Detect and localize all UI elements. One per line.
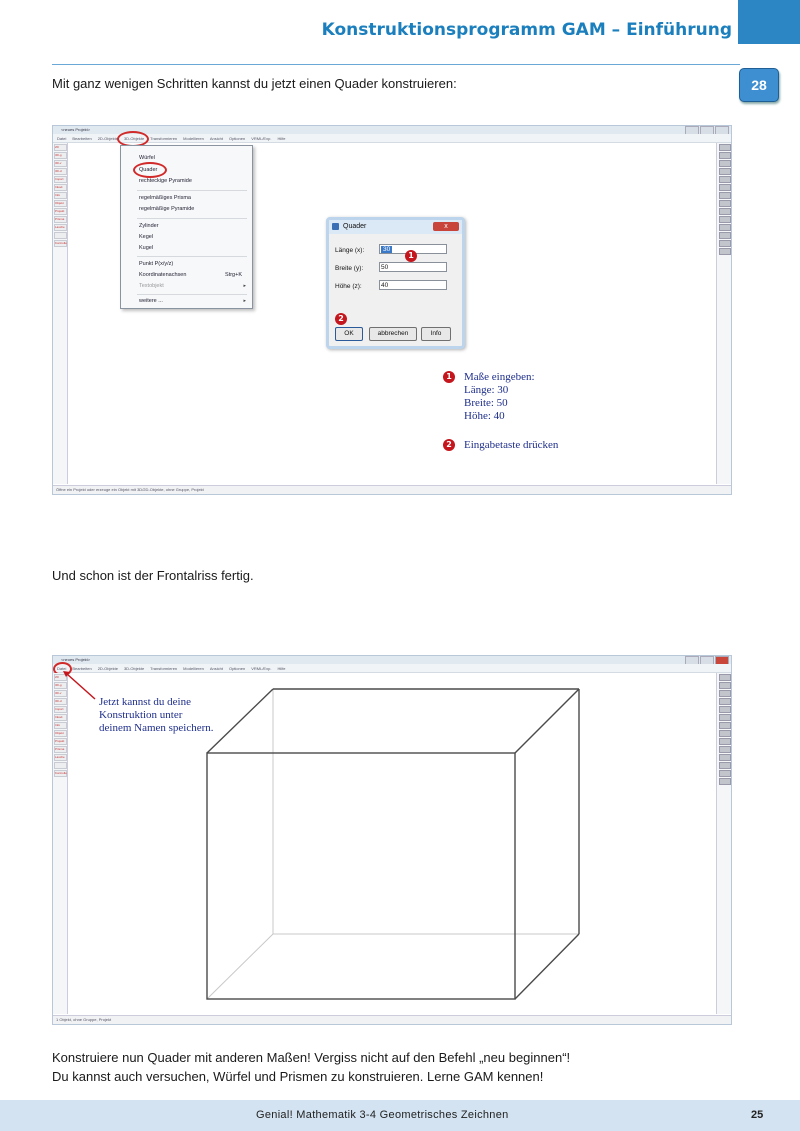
- right-toolbar: [716, 143, 731, 484]
- menu-item-textobjekt: Textobjekt: [139, 283, 164, 289]
- left-tool-button[interactable]: Import: [54, 176, 67, 183]
- left-tool-button[interactable]: Inkod.: [54, 714, 67, 721]
- save-hint-line: Konstruktion unter: [99, 709, 183, 721]
- annotation-marker-1: 1: [443, 371, 455, 383]
- save-hint-line: deinem Namen speichern.: [99, 722, 214, 734]
- visible-edges: [207, 689, 579, 999]
- left-tool-button[interactable]: Kontrolle: [55, 771, 67, 775]
- menu-item-koordinatenachsen[interactable]: Koordinatenachsen: [139, 272, 187, 278]
- menu-item-weitere[interactable]: weitere ...: [139, 298, 163, 304]
- highlight-ring-quader: [133, 162, 167, 178]
- left-tool-button[interactable]: 3D-d: [54, 168, 67, 175]
- left-tool-button[interactable]: [54, 232, 67, 239]
- menu-item-quader[interactable]: Quader: [139, 167, 158, 173]
- menu-separator: [137, 218, 247, 219]
- header-rule: [52, 64, 740, 65]
- window-titlebar: [53, 126, 731, 134]
- left-tool-button[interactable]: Kontrolle: [55, 241, 67, 245]
- menu-0[interactable]: Datei: [57, 135, 67, 141]
- status-bar: Öffne ein Projekt oder erzeuge ein Objekt mit 3D/2D-Objekte, ohne Gruppe, Projekt: [53, 485, 731, 494]
- menu-0[interactable]: Datei: [57, 665, 67, 671]
- abbrechen-button[interactable]: abbrechen: [369, 327, 417, 341]
- right-tool-button[interactable]: [719, 224, 731, 231]
- right-tool-button[interactable]: [719, 240, 731, 247]
- left-tool-button[interactable]: 3D-g: [54, 682, 67, 689]
- screenshot-cuboid: [52, 655, 732, 1025]
- left-tool-button[interactable]: Lasche: [54, 224, 67, 231]
- left-tool-button[interactable]: 3D-g: [54, 152, 67, 159]
- menu-6[interactable]: Ansicht: [209, 665, 223, 671]
- marker-1: 1: [405, 250, 417, 262]
- menu-item-punkt[interactable]: Punkt P(x/y/z): [139, 261, 174, 267]
- annotation-measures: [464, 371, 535, 423]
- menu-3[interactable]: 3D-Objekte: [123, 135, 145, 141]
- dialog-close-button[interactable]: x: [433, 222, 459, 231]
- right-tool-button[interactable]: [719, 208, 731, 215]
- menu-4[interactable]: Transformieren: [150, 135, 178, 141]
- right-tool-button[interactable]: [719, 200, 731, 207]
- annotation-enter: Eingabetaste drücken: [464, 439, 559, 451]
- right-tool-button[interactable]: [719, 248, 731, 255]
- menu-item-regelmaessiges-prisma[interactable]: regelmäßiges Prisma: [139, 195, 191, 201]
- right-tool-button[interactable]: [719, 192, 731, 199]
- label-laenge: Länge (x):: [335, 247, 365, 254]
- status-bar: 1 Objekt, ohne Gruppe, Projekt: [53, 1015, 731, 1024]
- left-tool-button[interactable]: 2D: [54, 674, 67, 681]
- input-breite[interactable]: 50: [379, 262, 447, 272]
- annotation-heading: Maße eingeben:: [464, 371, 535, 383]
- right-tool-button[interactable]: [719, 152, 731, 159]
- left-tool-button[interactable]: Projekt: [54, 738, 67, 745]
- menu-6[interactable]: Ansicht: [209, 135, 223, 141]
- left-tool-button[interactable]: 2D: [54, 144, 67, 151]
- shortcut-label: Strg+K: [225, 272, 242, 278]
- menu-1[interactable]: Bearbeiten: [72, 135, 92, 141]
- window-title: <neues Projekt>: [61, 657, 91, 662]
- chapter-badge: 28: [739, 68, 779, 102]
- closing-text: [52, 1048, 570, 1086]
- menu-1[interactable]: Bearbeiten: [72, 665, 92, 671]
- label-breite: Breite (y):: [335, 265, 364, 272]
- quader-dialog: [326, 217, 465, 349]
- label-hoehe: Höhe (z):: [335, 283, 362, 290]
- menu-item-kegel[interactable]: Kegel: [139, 234, 154, 240]
- menu-separator: [137, 256, 247, 257]
- menu-8[interactable]: VRML/Exp.: [251, 665, 272, 671]
- left-tool-button[interactable]: Inkod.: [54, 184, 67, 191]
- right-tool-button[interactable]: [719, 232, 731, 239]
- closing-line-2: Du kannst auch versuchen, Würfel und Prismen zu konstruieren. Lerne GAM kennen!: [52, 1069, 544, 1084]
- right-tool-button[interactable]: [719, 168, 731, 175]
- save-hint: [99, 696, 214, 735]
- menu-5[interactable]: Modellieren: [183, 665, 204, 671]
- save-hint-line: Jetzt kannst du deine: [99, 696, 191, 708]
- menu-2[interactable]: 2D-Objekte: [97, 665, 118, 671]
- left-tool-button[interactable]: Objekt: [54, 200, 67, 207]
- cube-icon: [332, 223, 339, 230]
- menu-7[interactable]: Optionen: [228, 665, 246, 671]
- annotation-line: Länge: 30: [464, 384, 509, 396]
- middle-text: Und schon ist der Frontalriss fertig.: [52, 568, 254, 583]
- hint-arrow: [67, 674, 95, 699]
- screenshot-menu-dialog: [52, 125, 732, 495]
- menu-9[interactable]: Hilfe: [277, 135, 286, 141]
- intro-text: Mit ganz wenigen Schritten kannst du jetzt einen Quader konstruieren:: [52, 76, 457, 91]
- header-tab: [738, 0, 800, 44]
- info-button[interactable]: Info: [421, 327, 451, 341]
- right-tool-button[interactable]: [719, 216, 731, 223]
- menu-item-rechteckige-pyramide[interactable]: rechteckige Pyramide: [139, 178, 192, 184]
- footer-title: Genial! Mathematik 3-4 Geometrisches Zeichnen: [256, 1109, 509, 1121]
- ok-button[interactable]: OK: [335, 327, 363, 341]
- left-tool-button[interactable]: Projekt: [54, 208, 67, 215]
- left-tool-button[interactable]: Info: [54, 192, 67, 199]
- right-tool-button[interactable]: [719, 144, 731, 151]
- left-tool-button[interactable]: Objekt: [54, 730, 67, 737]
- menu-separator: [137, 294, 247, 295]
- menu-5[interactable]: Modellieren: [183, 135, 204, 141]
- menubar: [53, 134, 731, 143]
- left-tool-button[interactable]: Prisma: [54, 746, 67, 753]
- menu-item-zylinder[interactable]: Zylinder: [139, 223, 159, 229]
- left-tool-button[interactable]: Import: [54, 706, 67, 713]
- input-hoehe[interactable]: 40: [379, 280, 447, 290]
- menu-3[interactable]: 3D-Objekte: [123, 665, 145, 671]
- annotation-line: Höhe: 40: [464, 410, 505, 422]
- right-tool-button[interactable]: [719, 184, 731, 191]
- menu-4[interactable]: Transformieren: [150, 665, 178, 671]
- input-laenge-value: 30: [383, 246, 391, 253]
- left-tool-button[interactable]: 3D-v: [54, 160, 67, 167]
- left-tool-button[interactable]: Prisma: [54, 216, 67, 223]
- page-title: Konstruktionsprogramm GAM – Einführung: [321, 20, 732, 40]
- left-tool-button[interactable]: Info: [54, 722, 67, 729]
- menu-8[interactable]: VRML/Exp.: [251, 135, 272, 141]
- window-controls: [685, 126, 729, 134]
- hidden-edges: [207, 689, 579, 999]
- right-tool-button[interactable]: [719, 176, 731, 183]
- page-number: 25: [751, 1109, 764, 1121]
- menu-item-kugel[interactable]: Kugel: [139, 245, 154, 251]
- menu-9[interactable]: Hilfe: [277, 665, 286, 671]
- menu-2[interactable]: 2D-Objekte: [97, 135, 118, 141]
- submenu-arrow-icon: ▸: [243, 283, 246, 289]
- 3d-objects-dropdown: [120, 145, 253, 309]
- marker-2: 2: [335, 313, 347, 325]
- closing-line-1: Konstruiere nun Quader mit anderen Maßen! Vergiss nicht auf den Befehl „neu beginnen“!: [52, 1050, 571, 1065]
- annotation-line: Breite: 50: [464, 397, 508, 409]
- right-tool-button[interactable]: [719, 160, 731, 167]
- window-title: <neues Projekt>: [61, 127, 91, 132]
- annotation-marker-2: 2: [443, 439, 455, 451]
- submenu-arrow-icon: ▸: [243, 298, 246, 304]
- menu-item-regelmaessige-pyramide[interactable]: regelmäßige Pyramide: [139, 206, 195, 212]
- dialog-title: Quader: [343, 223, 367, 230]
- menu-7[interactable]: Optionen: [228, 135, 246, 141]
- left-tool-button[interactable]: 3D-d: [54, 698, 67, 705]
- left-tool-button[interactable]: 3D-v: [54, 690, 67, 697]
- menu-separator: [137, 190, 247, 191]
- menu-item-wuerfel[interactable]: Würfel: [139, 155, 155, 161]
- left-tool-button[interactable]: Lasche: [54, 754, 67, 761]
- left-toolbar: [53, 143, 68, 484]
